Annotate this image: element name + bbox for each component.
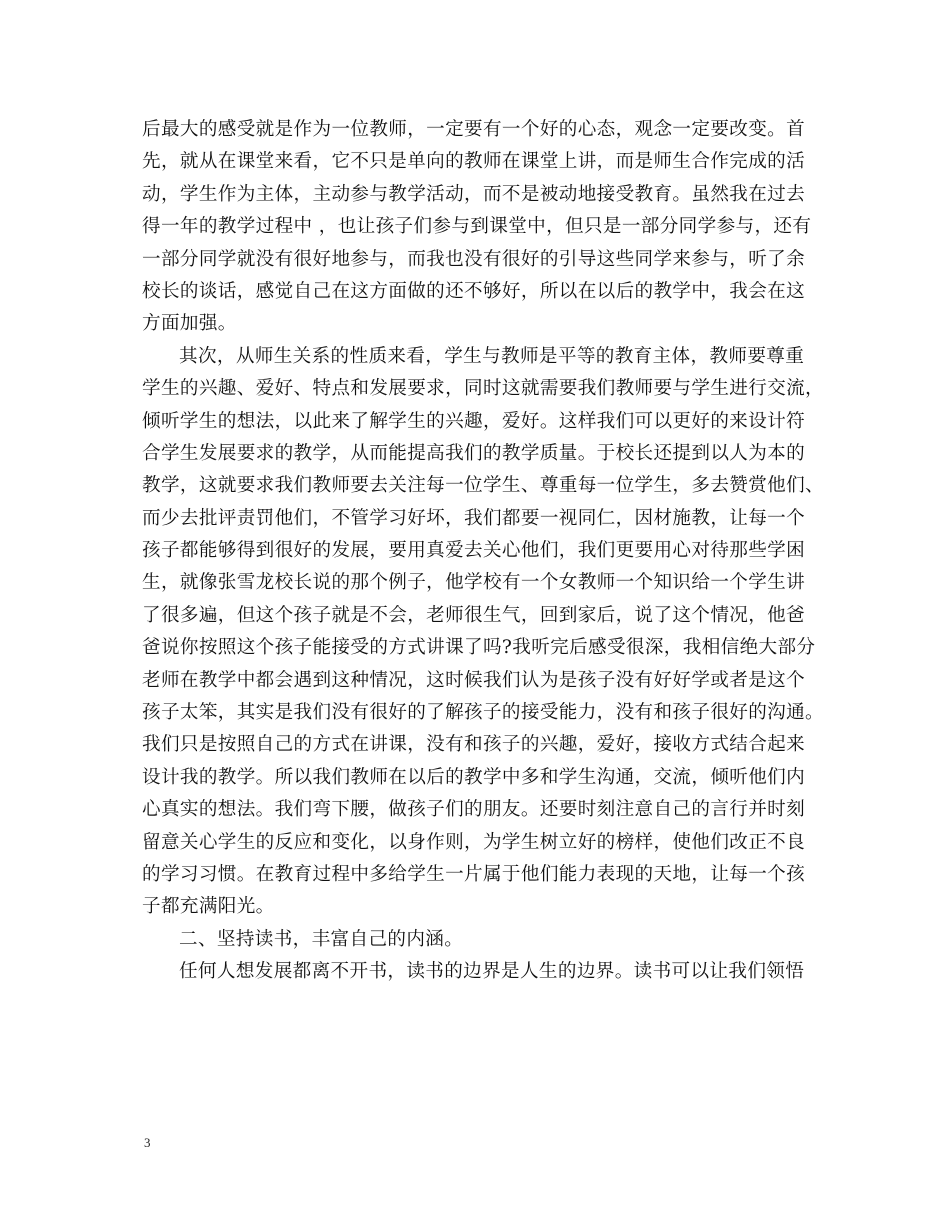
- paragraph-2-line-11: 老师在教学中都会遇到这种情况，这时候我们认为是孩子没有好好学或者是这个: [142, 669, 806, 691]
- paragraph-2-line-15: 心真实的想法。我们弯下腰，做孩子们的朋友。还要时刻注意自己的言行并时刻: [142, 799, 806, 821]
- paragraph-1-line-2: 先，就从在课堂来看，它不只是单向的教师在课堂上讲，而是师生合作完成的活: [142, 151, 806, 173]
- paragraph-2-line-16: 留意关心学生的反应和变化，以身作则，为学生树立好的榜样，使他们改正不良: [142, 831, 806, 853]
- page-number: 3: [144, 1135, 151, 1150]
- paragraph-1-line-6: 校长的谈话，感觉自己在这方面做的还不够好，所以在以后的教学中，我会在这: [142, 280, 806, 302]
- paragraph-2-line-6: 而少去批评责罚他们，不管学习好坏，我们都要一视同仁，因材施教，让每一个: [142, 507, 806, 529]
- paragraph-2-line-7: 孩子都能够得到很好的发展，要用真爱去关心他们，我们更要用心对待那些学困: [142, 540, 806, 562]
- section-heading: 二、坚持读书，丰富自己的内涵。: [179, 928, 464, 950]
- paragraph-1-line-4: 得一年的教学过程中 ，也让孩子们参与到课堂中，但只是一部分同学参与，还有: [142, 216, 812, 238]
- paragraph-1-line-3: 动，学生作为主体，主动参与教学活动，而不是被动地接受教育。虽然我在过去: [142, 183, 806, 205]
- paragraph-2-line-17: 的学习习惯。在教育过程中多给学生一片属于他们能力表现的天地，让每一个孩: [142, 863, 806, 885]
- paragraph-2-line-1: 其次，从师生关系的性质来看，学生与教师是平等的教育主体，教师要尊重: [179, 345, 805, 367]
- paragraph-1-line-1: 后最大的感受就是作为一位教师，一定要有一个好的心态，观念一定要改变。首: [142, 119, 806, 140]
- paragraph-2-line-2: 学生的兴趣、爱好、特点和发展要求，同时这就需要我们教师要与学生进行交流，: [142, 378, 824, 400]
- paragraph-2-line-13: 我们只是按照自己的方式在讲课，没有和孩子的兴趣，爱好，接收方式结合起来: [142, 734, 806, 756]
- paragraph-2-line-5: 教学，这就要求我们教师要去关注每一位学生、尊重每一位学生，多去赞赏他们、: [142, 475, 824, 497]
- paragraph-3-line-1: 任何人想发展都离不开书，读书的边界是人生的边界。读书可以让我们领悟: [179, 961, 805, 983]
- paragraph-2-line-4: 合学生发展要求的教学，从而能提高我们的教学质量。于校长还提到以人为本的: [142, 442, 806, 464]
- paragraph-2-line-9: 了很多遍，但这个孩子就是不会，老师很生气，回到家后，说了这个情况，他爸: [142, 604, 806, 626]
- paragraph-2-line-10: 爸说你按照这个孩子能接受的方式讲课了吗?我听完后感受很深，我相信绝大部分: [142, 637, 816, 659]
- paragraph-1-line-7: 方面加强。: [142, 313, 237, 335]
- paragraph-2-line-18: 子都充满阳光。: [142, 896, 275, 918]
- paragraph-2-line-12: 孩子太笨，其实是我们没有很好的了解孩子的接受能力，没有和孩子很好的沟通。: [142, 702, 824, 724]
- paragraph-2-line-3: 倾听学生的想法，以此来了解学生的兴趣，爱好。这样我们可以更好的来设计符: [142, 410, 806, 432]
- document-body: [142, 114, 822, 989]
- paragraph-2-line-8: 生，就像张雪龙校长说的那个例子，他学校有一个女教师一个知识给一个学生讲: [142, 572, 806, 594]
- paragraph-2-line-14: 设计我的教学。所以我们教师在以后的教学中多和学生沟通，交流，倾听他们内: [142, 766, 806, 788]
- paragraph-1-line-5: 一部分同学就没有很好地参与，而我也没有很好的引导这些同学来参与，听了余: [142, 248, 806, 270]
